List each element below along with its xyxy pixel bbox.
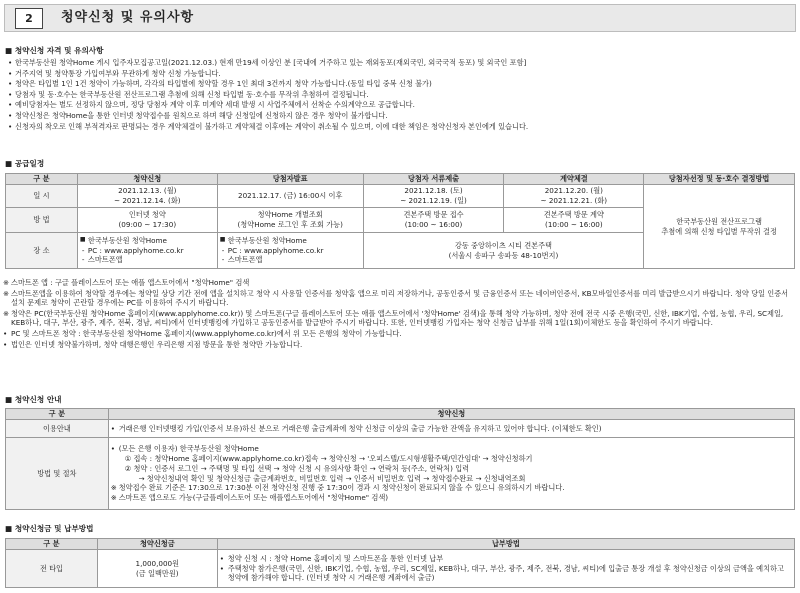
row-label: 방법 및 절차	[6, 438, 109, 510]
schedule-table	[5, 173, 795, 269]
table-header: 당첨자발표	[217, 174, 363, 185]
section-header	[4, 4, 796, 32]
table-header: 구 분	[6, 539, 98, 550]
row-label: 장 소	[6, 233, 78, 269]
qualification-list	[8, 58, 793, 132]
list-item: • 거주지역 및 청약통장 가입여부와 무관하게 청약 신청 가능합니다.	[8, 69, 793, 79]
list-item: • 당첨자 및 동·호수는 한국부동산원 전산프로그램 추첨에 의해 신청 타입별 동·호수를 무작위 추첨하여 결정됩니다.	[8, 90, 793, 100]
table-header: 청약신청금	[97, 539, 217, 550]
table-header: 청약신청	[77, 174, 217, 185]
list-item: • 신청자의 착오로 인해 부적격자로 판명되는 경우 계약체결이 불가하고 계약체결 이후에는 계약이 취소될 수 있으며, 이에 대한 책임은 청약신청자 본인에게 있습니다.	[8, 122, 793, 132]
list-item: • 청약은 타입별 1인 1건 청약이 가능하며, 각각의 타입별에 청약할 경우 1인 최대 3건까지 청약 가능합니다.(동일 타입 중복 신청 불가)	[8, 79, 793, 89]
table-cell: 1,000,000원 (금 일백만원)	[97, 550, 217, 588]
row-label: 이용안내	[6, 420, 109, 438]
table-header: 구 분	[6, 174, 78, 185]
schedule-heading: ■ 공급일정	[5, 159, 44, 169]
row-label: 일 시	[6, 185, 78, 208]
table-cell: 강동 중앙하이츠 시티 견본주택 (서울시 송파구 송파동 48-10번지)	[363, 233, 644, 269]
note-item: • 법인은 인터넷 청약불가하며, 청약 대행은행인 우리은행 지점 방문을 통한 청약만 가능합니다.	[3, 340, 793, 350]
table-header: 납부방법	[217, 539, 794, 550]
table-cell: ■ 한국부동산원 청약Home - PC : www.applyhome.co.kr - 스마트폰앱	[77, 233, 217, 269]
deposit-table	[5, 538, 795, 588]
guide-heading: ■ 청약신청 안내	[5, 395, 62, 405]
guide-table	[5, 408, 795, 510]
table-cell: 2021.12.17. (금) 16:00시 이후	[217, 185, 363, 208]
table-cell: 인터넷 청약 (09:00 ~ 17:30)	[77, 208, 217, 233]
section-number: 2	[15, 8, 43, 29]
table-cell: • (모든 은행 이용자) 한국부동산원 청약Home ① 접속 : 청약Home 홈페이지(www.applyhome.co.kr)접속 → 청약신청 → '오피스텔/도시형생활주택/민간임대' → 청약신청하기 ② 청약 : 인증서 로그인 → 주택명 및 타입 선택 → 청약 신청 시 유의사항 확인 → 연락처 등(주소, 연락처) 입력 → 청약신청내역 확인 및 청약신청금 출금계좌번호, 비밀번호 입력 → 인증서 비밀번호 입력 → 청약접수완료 → 신청내역조회 ※ 청약접수 완료 기준은 17:30으로 17:30분 이전 청약신청 진행 중 17:30이 경과 시 청약신청이 완료되지 않을 수 있으니 유의하시기 바랍니다. ※ 스마트폰 앱으로도 가능(구글플레이스토어 또는 애플앱스토어에서 "청약Home" 검색)	[108, 438, 794, 510]
deposit-heading: ■ 청약신청금 및 납부방법	[5, 524, 93, 534]
note-item: ※ 청약은 PC(한국부동산원 청약Home 홈페이지(www.applyhome.co.kr)) 및 스마트폰(구글 플레이스토어 또는 애플 앱스토어에서 '청약Home' 검색)을 통해 청약 가능하며, 청약 전에 전국 시중 은행(국민, 신한, IBK기업, 수협, 농협, 우리, SC제일, KEB하나, 대구, 부산, 광주, 제주, 전북, 경남, 씨티)에서 인터넷뱅킹에 가입하고 공동인증서를 발급받아 주시기 바랍니다. 또한, 인터넷뱅킹 가입자는 청약 신청금 납부를 위해 1일(1회)이체한도 등을 확인하여 주시기 바랍니다.	[3, 309, 793, 328]
row-label: 전 타입	[6, 550, 98, 588]
table-cell: 2021.12.13. (월) ~ 2021.12.14. (화)	[77, 185, 217, 208]
list-item: • 예비당첨자는 별도 선정하지 않으며, 정당 당첨자 계약 이후 미계약 세대 발생 시 사업주체에서 선착순 수의계약으로 공급합니다.	[8, 100, 793, 110]
qualification-heading: ■ 청약신청 자격 및 유의사항	[5, 46, 103, 56]
table-header: 계약체결	[504, 174, 644, 185]
table-cell: • 거래은행 인터넷뱅킹 가입(인증서 보유)하신 분으로 거래은행 출금계좌에 청약 신청금 이상의 출금 가능한 잔액을 유지하고 있어야 합니다. (이체한도 확인)	[108, 420, 794, 438]
selection-method-cell: 한국부동산원 전산프로그램 추첨에 의해 신청 타입별 무작위 결정	[644, 185, 795, 269]
table-cell: 2021.12.20. (월) ~ 2021.12.21. (화)	[504, 185, 644, 208]
note-item: ※ 스마트폰앱을 이용하여 청약할 경우에는 청약일 상당 기간 전에 앱을 설치하고 청약 시 사용할 인증서를 청약홈 앱으로 미리 저장하거나, 공동인증서 및 금융인증서 또는 네이버인증서, KB모바일인증서를 미리 발급받으시기 바랍니다. 청약 당일 인증서 설치 문제로 청약이 곤란할 경우에는 PC를 이용하여 주시기 바랍니다.	[3, 289, 793, 308]
table-header: 구 분	[6, 409, 109, 420]
table-cell: 견본주택 방문 계약 (10:00 ~ 16:00)	[504, 208, 644, 233]
row-label: 방 법	[6, 208, 78, 233]
note-item: • PC 및 스마트폰 청약 : 한국부동산원 청약Home 홈페이지(www.applyhome.co.kr)에서 위 모든 은행의 청약이 가능합니다.	[3, 329, 793, 339]
table-cell: • 청약 신청 시 : 청약 Home 홈페이지 및 스마트폰을 통한 인터넷 납부 • 주택청약 참가은행(국민, 신한, IBK기업, 수협, 농협, 우리, SC제일, KEB하나, 대구, 부산, 광주, 제주, 전북, 경남, 씨티)에 입출금 통장 개설 후 청약신청금 이상의 금액을 예치하고 청약에 참가해야 합니다. (인터넷 청약 시 거래은행 계좌에서 출금)	[217, 550, 794, 588]
table-header: 당첨자선정 및 동·호수 결정방법	[644, 174, 795, 185]
section-title: 청약신청 및 유의사항	[61, 10, 195, 25]
list-item: • 청약신청은 청약Home을 통한 인터넷 청약접수를 원칙으로 하며 해당 신청일에 신청하지 않은 경우 청약이 불가합니다.	[8, 111, 793, 121]
list-item: • 한국부동산원 청약Home 게시 입주자모집공고일(2021.12.03.) 현재 만19세 이상인 분 [국내에 거주하고 있는 재외동포(재외국민, 외국국적 동포) 및 외국인 포함]	[8, 58, 793, 68]
note-item: ※ 스마트폰 앱 : 구글 플레이스토어 또는 애플 앱스토어에서 "청약Home" 검색	[3, 278, 793, 288]
table-cell: 청약Home 개별조회 (청약Home 로그인 후 조회 가능)	[217, 208, 363, 233]
table-header: 당첨자 서류제출	[363, 174, 504, 185]
table-header: 청약신청	[108, 409, 794, 420]
schedule-notes	[3, 278, 793, 350]
table-cell: 2021.12.18. (토) ~ 2021.12.19. (일)	[363, 185, 504, 208]
table-cell: 견본주택 방문 접수 (10:00 ~ 16:00)	[363, 208, 504, 233]
table-cell: ■ 한국부동산원 청약Home - PC : www.applyhome.co.kr - 스마트폰앱	[217, 233, 363, 269]
